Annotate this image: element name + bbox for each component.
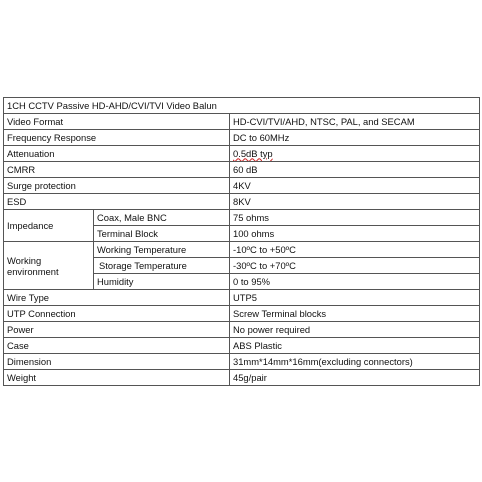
row-value: UTP5: [230, 290, 480, 306]
row-value: [230, 146, 480, 162]
row-value: DC to 60MHz: [230, 130, 480, 146]
row-label: Surge protection: [4, 178, 230, 194]
table-row: [4, 146, 480, 162]
row-value: No power required: [230, 322, 480, 338]
row-value: 100 ohms: [230, 226, 480, 242]
table-row: [4, 322, 480, 338]
row-label: Weight: [4, 370, 230, 386]
sub-label: Storage Temperature: [94, 258, 230, 274]
row-value: 45g/pair: [230, 370, 480, 386]
row-value: 0 to 95%: [230, 274, 480, 290]
table-title: 1CH CCTV Passive HD-AHD/CVI/TVI Video Balun: [4, 98, 480, 114]
row-label: Case: [4, 338, 230, 354]
row-label: UTP Connection: [4, 306, 230, 322]
group-label-working-environment: Working environment: [4, 242, 94, 290]
table-row: [4, 194, 480, 210]
row-value: 60 dB: [230, 162, 480, 178]
sub-label: Working Temperature: [94, 242, 230, 258]
row-value: ABS Plastic: [230, 338, 480, 354]
sub-label: Coax, Male BNC: [94, 210, 230, 226]
row-label: Attenuation: [4, 146, 230, 162]
table-row: [4, 290, 480, 306]
row-label: ESD: [4, 194, 230, 210]
attenuation-value: 0.5dB typ: [233, 147, 273, 159]
table-row: [4, 162, 480, 178]
row-label: Frequency Response: [4, 130, 230, 146]
table-row: [4, 338, 480, 354]
row-value: -10ºC to +50ºC: [230, 242, 480, 258]
row-label: Dimension: [4, 354, 230, 370]
row-value: Screw Terminal blocks: [230, 306, 480, 322]
row-label: CMRR: [4, 162, 230, 178]
title-row: [4, 98, 480, 114]
row-label: Wire Type: [4, 290, 230, 306]
row-value: 31mm*14mm*16mm(excluding connectors): [230, 354, 480, 370]
row-label: Video Format: [4, 114, 230, 130]
table-row: [4, 130, 480, 146]
row-value: 75 ohms: [230, 210, 480, 226]
table-row: [4, 306, 480, 322]
row-label: Power: [4, 322, 230, 338]
table-row: [4, 354, 480, 370]
table-row: [4, 210, 480, 226]
row-value: HD-CVI/TVI/AHD, NTSC, PAL, and SECAM: [230, 114, 480, 130]
spec-table: [3, 97, 480, 386]
sub-label: Terminal Block: [94, 226, 230, 242]
row-value: -30ºC to +70ºC: [230, 258, 480, 274]
table-row: [4, 178, 480, 194]
table-row: [4, 242, 480, 258]
table-row: [4, 370, 480, 386]
row-value: 8KV: [230, 194, 480, 210]
table-row: [4, 114, 480, 130]
sub-label: Humidity: [94, 274, 230, 290]
group-label-impedance: Impedance: [4, 210, 94, 242]
row-value: 4KV: [230, 178, 480, 194]
